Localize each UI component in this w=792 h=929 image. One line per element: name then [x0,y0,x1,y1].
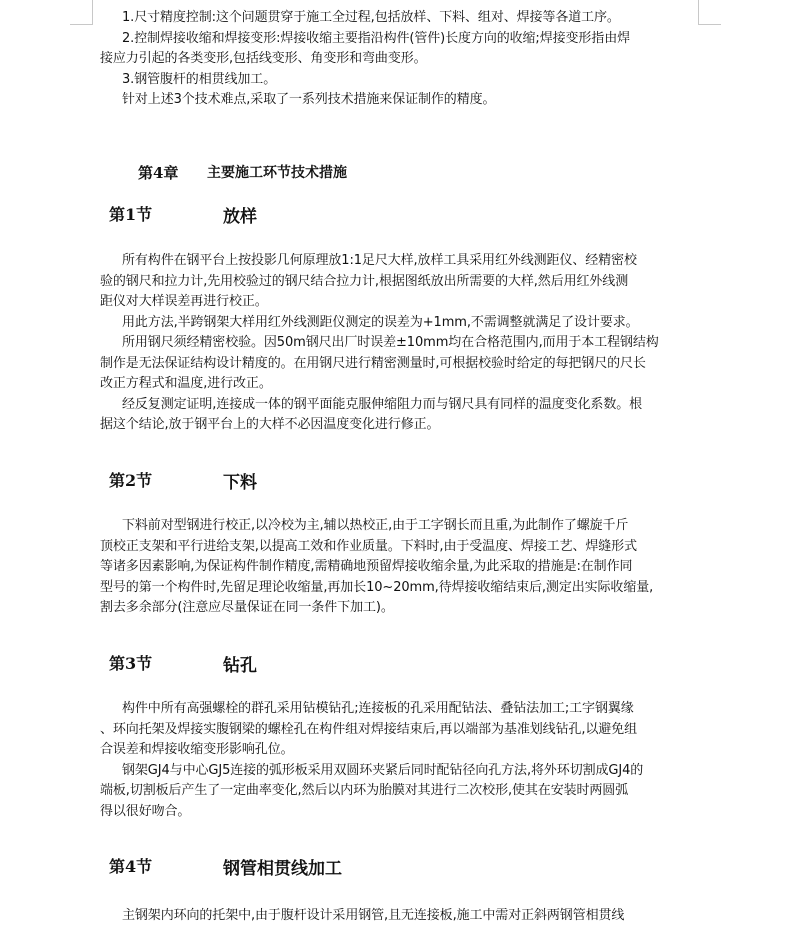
section-body-3 [100,699,692,822]
paragraph-line: 下料前对型钢进行校正,以冷校为主,辅以热校正,由于工字钢长而且重,为此制作了螺旋千斤 [122,518,629,533]
paragraph-line: 所有构件在钢平台上按投影几何原理放1:1足尺大样,放样工具采用红外线测距仪、经精密校 [122,253,637,268]
chapter-number: 第4章 [138,164,179,182]
paragraph [100,90,692,111]
section-number: 第2节 [109,471,153,490]
paragraph-line: 合误差和焊接收缩变形影响孔位。 [100,742,294,757]
chapter-title: 主要施工环节技术措施 [207,165,347,181]
paragraph [100,8,692,29]
section-title: 钻孔 [223,656,257,676]
page-corner-mark-right [698,0,721,25]
paragraph-line: 1.尺寸精度控制:这个问题贯穿于施工全过程,包括放样、下料、组对、焊接等各道工序。 [122,10,620,25]
paragraph [100,395,692,436]
paragraph-line: 用此方法,半跨钢架大样用红外线测距仪测定的误差为+1mm,不需调整就满足了设计要求。 [122,314,639,330]
paragraph [100,516,692,619]
paragraph-line: 顶校正支架和平行进给支架,以提高工效和作业质量。下料时,由于受温度、焊接工艺、焊缝形式 [100,538,637,554]
paragraph-line: 据这个结论,放于钢平台上的大样不必因温度变化进行修正。 [100,417,440,432]
paragraph [100,313,692,334]
paragraph [100,29,692,70]
section-body-1 [100,251,692,436]
paragraph-line: 钢架GJ4与中心GJ5连接的弧形板采用双圆环夹紧后同时配钻径向孔方法,将外环切割成GJ4的 [122,762,644,778]
paragraph [100,70,692,91]
section-heading-3 [100,651,692,675]
paragraph-line: 针对上述3个技术难点,采取了一系列技术措施来保证制作的精度。 [122,92,496,107]
section-title: 钢管相贯线加工 [223,859,342,879]
section-number: 第1节 [109,205,153,224]
paragraph [100,761,692,823]
section-body-4 [100,906,692,927]
section-number: 第3节 [109,654,153,673]
section-heading-2 [100,468,692,492]
paragraph-line: 得以很好吻合。 [100,803,191,819]
paragraph-line: 割去多余部分(注意应尽量保证在同一条件下加工)。 [100,600,394,615]
paragraph-line: 主钢架内环向的托架中,由于腹杆设计采用钢管,且无连接板,施工中需对正斜两钢管相贯线 [122,908,625,923]
paragraph-line: 2.控制焊接收缩和焊接变形:焊接收缩主要指沿构件(管件)长度方向的收缩;焊接变形指由焊 [122,30,631,46]
page-corner-mark-left [70,0,93,25]
chapter-heading [100,162,692,184]
paragraph-line: 等诸多因素影响,为保证构件制作精度,需精确地预留焊接收缩余量,为此采取的措施是:在制作同 [100,559,633,574]
paragraph-line: 经反复测定证明,连接成一体的钢平面能克服伸缩阻力而与钢尺具有同样的温度变化系数。根 [122,396,643,412]
section-body-2 [100,516,692,619]
paragraph-line: 、环向托架及焊接实腹钢梁的螺栓孔在构件组对焊接结束后,再以端部为基准划线钻孔,以避免组 [100,721,637,737]
section-heading-4 [100,854,692,878]
section-heading-1 [100,202,692,226]
paragraph-line: 制作是无法保证结构设计精度的。在用钢尺进行精密测量时,可根据校验时给定的每把钢尺的尺长 [100,355,646,371]
paragraph [100,906,692,927]
paragraph [100,333,692,395]
paragraph [100,699,692,761]
paragraph-line: 改正方程式和温度,进行改正。 [100,376,272,391]
section-title: 放样 [223,207,257,227]
paragraph-line: 所用钢尺须经精密校验。因50m钢尺出厂时误差±10mm均在合格范围内,而用于本工程钢结构 [122,335,659,350]
section-number: 第4节 [109,857,153,876]
paragraph-line: 距仪对大样误差再进行校正。 [100,294,268,309]
paragraph-line: 验的钢尺和拉力计,先用校验过的钢尺结合拉力计,根据图纸放出所需要的大样,然后用红外线测 [100,273,629,289]
paragraph [100,251,692,313]
paragraph-line: 构件中所有高强螺栓的群孔采用钻模钻孔;连接板的孔采用配钻法、叠钻法加工;工字钢翼缘 [122,701,634,716]
paragraph-line: 接应力引起的各类变形,包括线变形、角变形和弯曲变形。 [100,51,427,66]
section-title: 下料 [223,473,257,493]
paragraph-line: 端板,切割板后产生了一定曲率变化,然后以内环为胎膜对其进行二次校形,使其在安装时两圆弧 [100,783,629,798]
paragraph-line: 3.钢管腹杆的相贯线加工。 [122,71,277,87]
paragraph-line: 型号的第一个构件时,先留足理论收缩量,再加长10~20mm,待焊接收缩结束后,测定出实际收缩量, [100,579,654,595]
intro-block [100,8,692,111]
